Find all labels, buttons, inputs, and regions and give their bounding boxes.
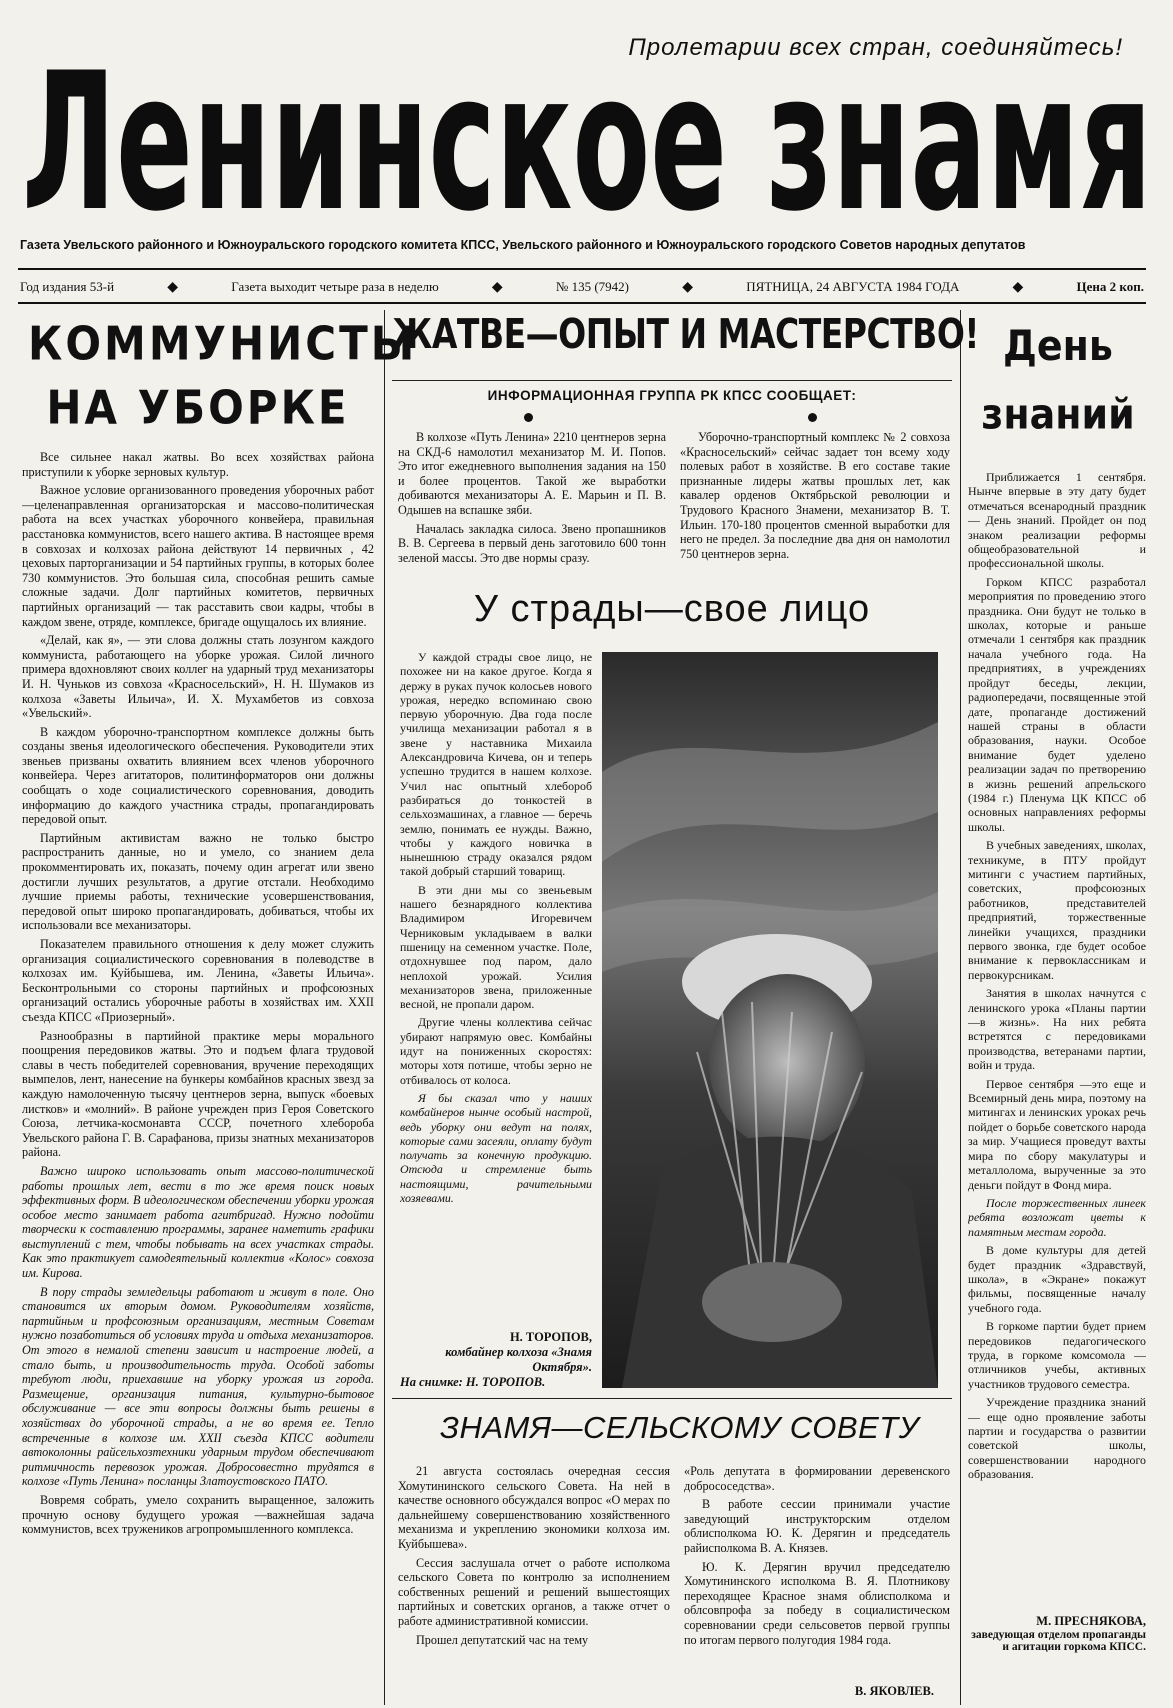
issue-number: № 135 (7942) bbox=[555, 279, 629, 294]
paragraph: Горком КПСС разработал мероприятия по проведению этого праздника. Они будут не только в школах, которые и раньше отмечали 1 сентября как праздник начала учебного года. На предприятиях, в учреждениях пройдут беседы, лекции, радиопередачи, посвященные этой дате, пропаганде достижений нашей страны в области образования, науки. Особое внимание будет уделено реализации задач по претворению в жизнь решений апрельского (1984 г.) Пленума ЦК КПСС об основных направлениях реформы школы. bbox=[968, 574, 1146, 834]
harvest-report-left bbox=[398, 430, 666, 580]
paragraph: В доме культуры для детей будет праздник «Здравствуй, школа», в «Экране» покажут фильмы, посвященные началу учебного года. bbox=[968, 1243, 1146, 1315]
publication-frequency: Газета выходит четыре раза в неделю bbox=[231, 279, 439, 294]
paragraph: Все сильнее накал жатвы. Во всех хозяйствах района приступили к уборке зерновых культур. bbox=[22, 450, 374, 479]
strada-article bbox=[400, 650, 592, 1370]
paragraph: Прошел депутатский час на тему bbox=[416, 1632, 589, 1647]
paragraph: Занятия в школах начнутся с ленинского урока «Планы партии—в жизнь». На них ребята встретятся с передовиками производства, ветеранами партии, войн и труда. bbox=[968, 986, 1146, 1073]
separator-icon: ◆ bbox=[167, 280, 179, 295]
communists-headline: КОММУНИСТЫ НА УБОРКЕ bbox=[28, 316, 418, 435]
communists-article bbox=[22, 450, 374, 1700]
column-divider bbox=[960, 310, 961, 1705]
day-of-knowledge-article bbox=[968, 470, 1146, 1610]
paragraph: В работе сессии принимали участие заведующий инструкторским отделом облисполкома Ю. К. Дерягин и председатель райисполкома В. А. Князев. bbox=[684, 1497, 950, 1555]
separator-icon: ◆ bbox=[491, 280, 503, 295]
paragraph: В колхозе «Путь Ленина» 2210 центнеров зерна на СКД-6 намолотил механизатор М. И. Попов. Это итог ежедневного выполнения задания на 150 и более процентов. Такой же выработки добиваются механизаторы А. Е. Марьин и П. В. Одышев на вспашке зяби. bbox=[398, 430, 666, 517]
divider bbox=[392, 1398, 952, 1399]
paragraph: В учебных заведениях, школах, техникуме, в ПТУ пройдут митинги с участием партийных, советских, профсоюзных работников, представителей предприятий, торжественные линейки учащихся, праздники первого звонка, где будет особое внимание к первоклассникам и первокурсникам. bbox=[968, 838, 1146, 982]
paragraph: Началась закладка силоса. Звено пропашников В. В. Сергеева в первый день заготовило 600 тонн зеленой массы. Это две нормы сразу. bbox=[398, 521, 666, 565]
paragraph: Приближается 1 сентября. Нынче впервые в эту дату будет отмечаться всенародный праздник— День знаний. Пройдет он под знаком реализации реформы общеобразовательной и профессиональной школы. bbox=[968, 470, 1146, 571]
separator-icon: ◆ bbox=[1012, 280, 1024, 295]
subtitle: Газета Увельского районного и Южноуральского городского комитета КПСС, Увельского районного и Южноуральского городского Советов народных депутатов bbox=[20, 238, 1026, 252]
top-rule bbox=[18, 268, 1146, 270]
paragraph: «Делай, как я», — эти слова должны стать лозунгом каждого коммуниста, работающего на уборке урожая. Силой личного примера вдохновляют своих коллег на ударный труд механизаторы И. Н. Чуньков из совхоза «Красносельский», Н. Н. Шумаков из колхоза «Заветы Ильича», И. Х. Мухамбетов из совхоза «Увельский». bbox=[22, 633, 374, 721]
paragraph: Я бы сказал что у наших комбайнеров нынче особый настрой, ведь уборку они ведут на полях, которые сами засеяли, оплату будут получать за конечную продукцию. Отсюда и стремление быть настоящими, рачительными хозяевами. bbox=[400, 1090, 592, 1205]
paragraph: В горкоме партии будет прием передовиков педагогического труда, в горкоме комсомола — отличников учебы, активных участников трудового семестра. bbox=[968, 1319, 1146, 1391]
column-divider bbox=[384, 310, 385, 1705]
paragraph: Сессия заслушала отчет о работе исполкома сельского Совета по контролю за исполнением собственных решений и решений вышестоящих партийных и советских органов, а также отчет о работе административной комиссии. bbox=[398, 1555, 670, 1628]
harvest-subheadline: ИНФОРМАЦИОННАЯ ГРУППА РК КПСС СООБЩАЕТ: bbox=[487, 388, 857, 403]
paragraph: Вовремя собрать, умело сохранить выращенное, заложить прочную основу будущего урожая —важнейшая задача коммунистов, всех тружеников агропромышленного комплекса. bbox=[22, 1492, 374, 1537]
paragraph: Важно широко использовать опыт массово-политической работы прошлых лет, вести в то же время поиск новых эффективных форм. В идеологическом обеспечении уборки урожая особое место занимает работа агитбригад. Нужно подойти творчески к составлению программы, заранее наметить графики выступлений с тем, чтобы побывать на всех участках страды. Как это практикует самодеятельный коллектив «Колос» совхоза им. Кирова. bbox=[22, 1163, 374, 1281]
paragraph: В каждом уборочно-транспортном комплексе должны быть созданы звенья идеологического обеспечения. Руководители этих звеньев призваны охватить влиянием всех членов уборочного конвейера. Через агитаторов, политинформаторов они должны сообщать о ходе социалистического соревнования, доводить информацию до каждого участника страды, пропагандировать передовой опыт. bbox=[22, 724, 374, 827]
bullet-icon bbox=[808, 413, 817, 422]
paragraph: Показателем правильного отношения к делу может служить организация социалистического соревнования в полеводстве в колхозах им. Куйбышева, им. Ленина, «Заветы Ильича». Бесконтрольными со стороны партийных и профсоюзных организаций остались уборочные работы в хозяйствах им. XXII съезда КПСС «Приозерный». bbox=[22, 937, 374, 1024]
strada-signature: Н. ТОРОПОВ, комбайнер колхоза «Знамя Октября». На снимке: Н. ТОРОПОВ. bbox=[400, 1330, 592, 1389]
harvest-headline: ЖАТВЕ—ОПЫТ И МАСТЕРСТВО! bbox=[392, 309, 979, 358]
council-signature: В. ЯКОВЛЕВ. bbox=[854, 1684, 934, 1698]
paragraph: «Роль депутата в формировании деревенского добрососедства». bbox=[684, 1464, 950, 1493]
day-of-knowledge-signature: М. ПРЕСНЯКОВА, заведующая отделом пропаганды и агитации горкома КПСС. bbox=[971, 1614, 1146, 1653]
harvest-report-right bbox=[680, 430, 950, 580]
divider bbox=[392, 380, 952, 381]
paragraph: В эти дни мы со звеньевым нашего безнарядного коллектива Владимиром Игоревичем Черниковым укладываем в валки пшеницу на семенном участке. Поле, отдохнувшее под паром, дало неплохой урожай. Усилия механизаторов звена, приложенные весной, не пропали даром. bbox=[400, 882, 592, 1012]
council-article-left bbox=[398, 1464, 670, 1704]
paragraph: Учреждение праздника знаний — еще одно проявление заботы партии и государства о развитии советской школы, совершенствовании народного образования. bbox=[968, 1395, 1146, 1482]
strada-headline: У страды—свое лицо bbox=[473, 588, 871, 630]
paragraph: Партийным активистам важно не только быстро распространить данные, но и умело, со знанием дела прокомментировать их, показать, почему один агрегат или звено достигли лучших результатов, а другие отстали. Необходимо лучшие приемы работы, технические усовершенствования, передовой опыт широко пропагандировать, добиваться, чтобы их использовали все механизаторы. bbox=[22, 830, 374, 933]
newspaper-title: Ленинское знамя bbox=[22, 50, 1152, 230]
issue-date: ПЯТНИЦА, 24 АВГУСТА 1984 ГОДА bbox=[746, 279, 960, 294]
paragraph: В пору страды земледельцы работают и живут в поле. Оно становится их вторым домом. Руководителям хозяйств, партийным и профсоюзным организациям, местным Советам нужно позаботиться об условиях труда и отдыха механизаторов. От этого в немалой степени зависит и настроение людей, а стало быть, и производительность труда. Особой заботы требуют люди, приехавшие на уборку урожая из города. Размещение, организация питания, культурно-бытовое обслуживание — все эти вопросы должны быть решены в хозяйствах до уборочной страды, а не во время ее. Тепло встреченные в колхозе им. XXII съезда КПСС водители автоколонны райсельхозтехники ударным трудом обеспечивают ритмичность перевозок урожая. Добросовестно трудятся в колхозе «Путь Ленина» посланцы Златоустовского ПАТО. bbox=[22, 1284, 374, 1489]
issue-info-bar bbox=[20, 279, 1144, 296]
combine-operator-photo bbox=[602, 652, 938, 1388]
council-headline: ЗНАМЯ—СЕЛЬСКОМУ СОВЕТУ bbox=[439, 1410, 920, 1445]
paragraph: Разнообразны в партийной практике меры морального поощрения передовиков жатвы. Это и подъем флага трудовой славы в честь победителей соревнования, вручение переходящих вымпелов, лент, нанесение на бункеры комбайнов красных звезд за каждую намолоченную тысячу центнеров зерна, выпуск «боевых листков» и «молний». В районе учрежден приз Героя Советского Союза, летчика-космонавта СССР, почетного хлебороба Увельского района Г. В. Сарафанова, призы знатных механизаторов района. bbox=[22, 1028, 374, 1160]
separator-icon: ◆ bbox=[682, 280, 693, 295]
bullet-icon bbox=[524, 413, 533, 422]
paragraph: Ю. К. Дерягин вручил председателю Хомутининского исполкома В. Я. Плотникову переходящее Красное знамя облисполкома и облсовпрофа за победу в социалистическом соревновании среди сельсоветов первой группы по итогам первого полугодия 1984 года. bbox=[684, 1559, 950, 1647]
bottom-rule bbox=[18, 302, 1146, 304]
day-of-knowledge-headline: День знаний bbox=[981, 321, 1135, 439]
council-article-right bbox=[684, 1464, 950, 1664]
issue-price: Цена 2 коп. bbox=[1076, 279, 1144, 294]
masthead bbox=[12, 50, 1162, 230]
paragraph: Другие члены коллектива сейчас убирают напрямую овес. Комбайны идут на пониженных скоростях: моторы хотя потише, чтобы зерно не отбивалось от колоса. bbox=[400, 1015, 592, 1087]
paragraph: 21 августа состоялась очередная сессия Хомутининского сельского Совета. На ней в качестве основного обсуждался вопрос «О мерах по дальнейшему совершенствованию хозяйственного механизма и укреплению экономики колхоза им. Куйбышева». bbox=[398, 1464, 670, 1551]
paragraph: После торжественных линеек ребята возложат цветы к памятным местам города. bbox=[968, 1195, 1146, 1239]
slogan: Пролетарии всех стран, соединяйтесь! bbox=[628, 34, 1123, 61]
paragraph: Первое сентября —это еще и Всемирный день мира, поэтому на митингах и ленинских уроках речь пойдет о борьбе советского народа за мир. Учащиеся проведут вахты мира по сбору макулатуры и металлолома, вырученные за это деньги пойдут в Фонд мира. bbox=[968, 1076, 1146, 1192]
paragraph: У каждой страды свое лицо, не похожее ни на какое другое. Когда я держу в руках пучок колосьев нового урожая, нередко вспоминаю свою первую уборочную. Два года после училища механизации работал я в звене у наставника Михаила Александровича Кичева, он и теперь успешно трудится в нашем колхозе. Учил нас опытный хлебороб разбираться до тонкостей в сельхозмашинах, а главное — беречь землю, понимать ее нужды. Важно, чтобы у каждого новичка в нынешнюю страду оказался рядом такой добрый старший товарищ. bbox=[400, 650, 592, 879]
year-of-issue: Год издания 53-й bbox=[20, 279, 115, 294]
paragraph: Важное условие организованного проведения уборочных работ —целенаправленная организаторская и массово-политическая работа на всех участках уборочного конвейера, правильная расстановка коммунистов, всего нашего актива. В настоящее время в совхозах и колхозах района действуют 14 первичных , 42 цеховых парторганизации и 54 партийных группы, в которых более 730 коммунистов. Это большая сила, способная решить самые сложные задачи. Долг партийных комитетов, первичных партийных организаций — так расставить свои кадры, чтобы в каждом звене, отряде, комплексе, бригаде ощущалось их влияние. bbox=[22, 483, 374, 629]
paragraph: Уборочно-транспортный комплекс № 2 совхоза «Красносельский» сейчас задает тон всему ходу полевых работ в хозяйстве. В его составе такие признанные лидеры жатвы прошлых лет, как кавалер орденов Октябрьской революции и Трудового Красного Знамени, механизатор В. Т. Ильин. 170-180 процентов сменной выработки для него не предел. За последние два дня он намолотил 750 центнеров зерна. bbox=[680, 430, 950, 561]
